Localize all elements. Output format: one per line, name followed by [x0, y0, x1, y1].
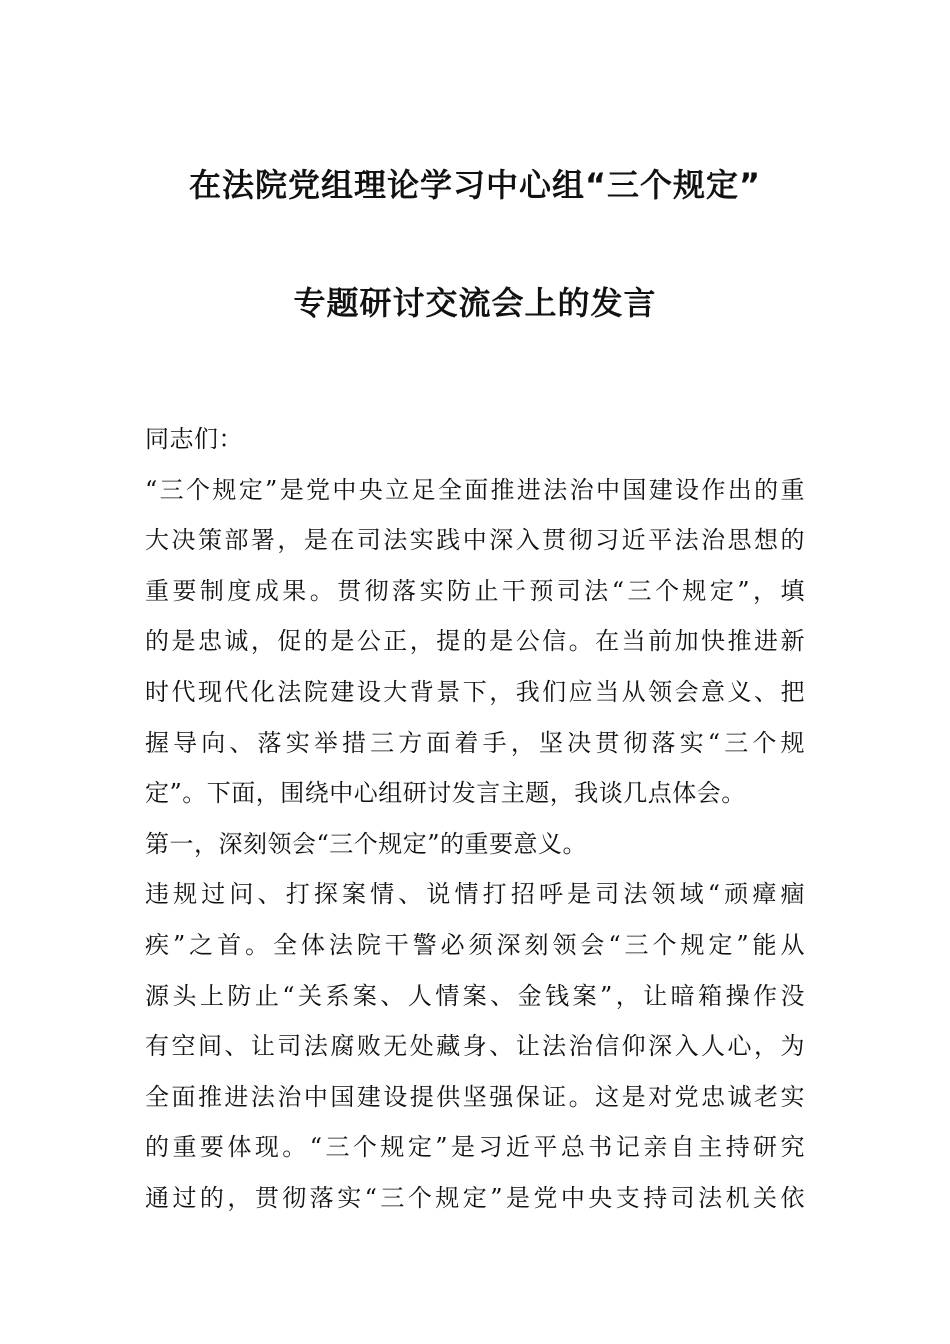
salutation: 同志们： — [145, 425, 243, 453]
paragraph-2 — [145, 869, 805, 1223]
paragraph-line: 重要制度成果。贯彻落实防止干预司法“三个规定”，填 — [145, 576, 805, 605]
paragraph-line: “三个规定”是党中央立足全面推进法治中国建设作出的重 — [145, 475, 805, 504]
document-body — [145, 414, 805, 1224]
paragraph-line: 的重要体现。“三个规定”是习近平总书记亲自主持研究 — [145, 1133, 805, 1162]
paragraph-line: 源头上防止“关系案、人情案、金钱案”，让暗箱操作没 — [145, 981, 805, 1010]
paragraph-line: 定”。下面，围绕中心组研讨发言主题，我谈几点体会。 — [145, 779, 746, 808]
paragraph-line: 握导向、落实举措三方面着手，坚决贯彻落实“三个规 — [145, 728, 805, 757]
paragraph-line: 的是忠诚，促的是公正，提的是公信。在当前加快推进新 — [145, 627, 805, 656]
paragraph-line: 违规过问、打探案情、说情打招呼是司法领域“顽瘴痼 — [145, 880, 805, 909]
paragraph-line: 疾”之首。全体法院干警必须深刻领会“三个规定”能从 — [145, 930, 805, 959]
document-title-line-1: 在法院党组理论学习中心组“三个规定” — [188, 166, 762, 204]
document-title-line-2: 专题研讨交流会上的发言 — [293, 284, 657, 322]
paragraph-line: 时代现代化法院建设大背景下，我们应当从领会意义、把 — [145, 677, 805, 706]
paragraph-line: 全面推进法治中国建设提供坚强保证。这是对党忠诚老实 — [145, 1082, 805, 1111]
paragraph-line: 大决策部署，是在司法实践中深入贯彻习近平法治思想的 — [145, 526, 805, 555]
paragraph-line: 通过的，贯彻落实“三个规定”是党中央支持司法机关依 — [145, 1183, 805, 1212]
paragraph-1 — [145, 465, 805, 819]
section-heading: 第一，深刻领会“三个规定”的重要意义。 — [145, 829, 588, 858]
paragraph-line: 有空间、让司法腐败无处藏身、让法治信仰深入人心，为 — [145, 1032, 805, 1061]
